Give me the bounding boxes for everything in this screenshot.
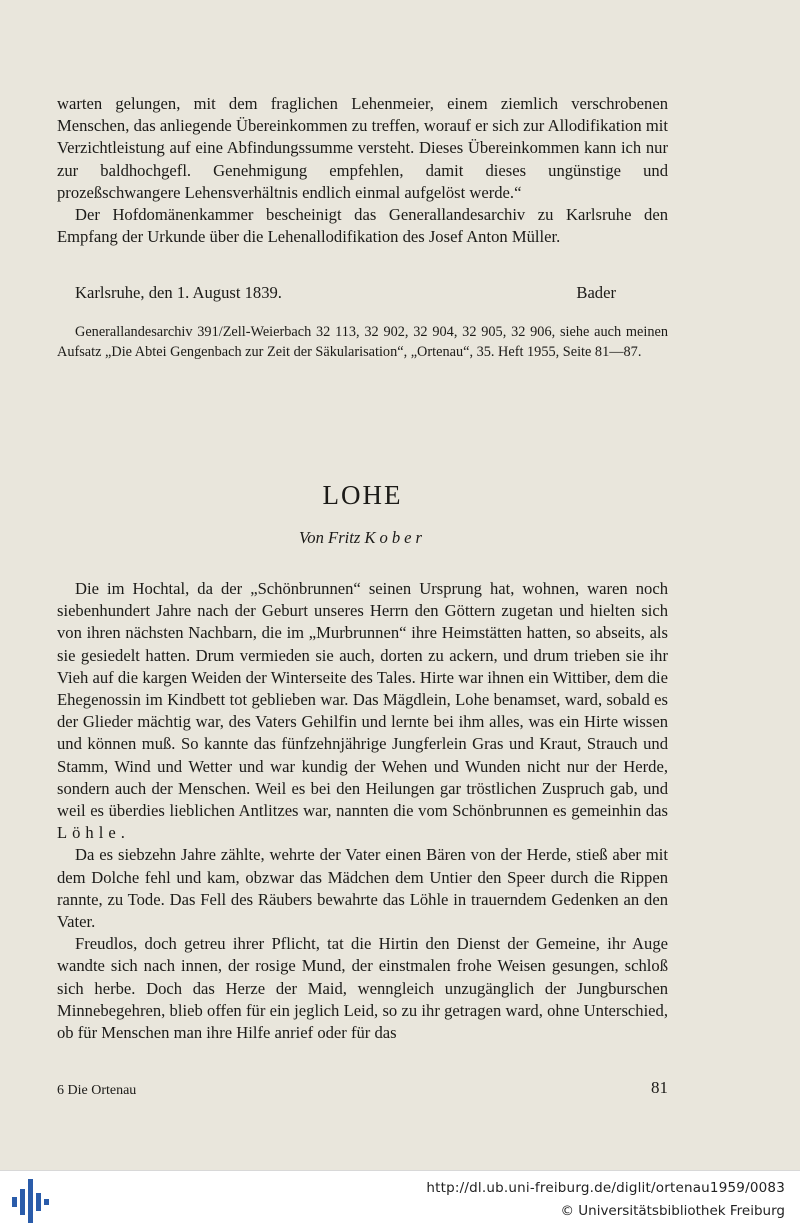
footnote: [57, 323, 668, 362]
name-spaced: Löhle: [57, 823, 121, 843]
library-bar: [0, 1170, 800, 1227]
article-byline: [0, 528, 725, 548]
copyright-text: © Universitätsbibliothek Freiburg: [560, 1203, 785, 1219]
article-body: [57, 578, 668, 1044]
top-text-block: [57, 93, 668, 248]
quote-paragraph: warten gelungen, mit dem fraglichen Lehenmeier, einem ziemlich verschrobenen Menschen, das anliegende Übereinkommen zu treffen, worauf er sich zur Allodifikation mit Verzichtleistung auf eine Abfindungssumme versteht. Dieses Übereinkommen kann ich nur zur baldhochgefl. Genehmigung empfehlen, damit dieses ungünstige und prozeßschwangere Lehensverhältnis endlich einmal aufgelöst werde.“: [57, 94, 668, 202]
article-paragraph-3: Freudlos, doch getreu ihrer Pflicht, tat die Hirtin den Dienst der Gemeine, ihr Auge wandte sich nach innen, der rosige Mund, der einstmalen frohe Weisen gesungen, schloß sich herbe. Doch das Herze der Maid, wenngleich unzugänglich der Jungburschen Minnebegehren, blieb offen für ein jeglich Leid, so zu ihr getragen ward, ohne Unterschied, ob für Menschen man ihre Hilfe anrief oder für das: [57, 934, 668, 1043]
ub-freiburg-logo-icon: [10, 1179, 50, 1223]
signature-place-date: Karlsruhe, den 1. August 1839.: [75, 283, 282, 302]
article-title: LOHE: [322, 480, 403, 510]
article-paragraph-1: [57, 578, 668, 844]
page-number: 81: [651, 1078, 668, 1097]
signature-name: Bader: [576, 283, 616, 302]
byline-prefix: Von Fritz: [299, 528, 361, 547]
byline-author: Kober: [364, 528, 426, 547]
signature-line: [75, 283, 616, 303]
journal-footer: 6 Die Ortenau: [57, 1083, 137, 1098]
paragraph-1-text: Die im Hochtal, da der „Schönbrunnen“ seinen Ursprung hat, wohnen, waren noch siebenhundert Jahre nach der Geburt unseres Herrn den Göttern zugetan und hielten sich von ihren nächsten Nachbarn, die im „Murbrunnen“ ihre Heimstätten hatten, so abseits, als sie gesiedelt hatten. Drum vermieden sie auch, dorten zu ackern, und drum trieben sie ihr Vieh auf die kargen Weiden der Winterseite des Tales. Hirte war ihnen ein Wittiber, dem die Ehegenossin im Kindbett tot geblieben war. Das Mägdlein, Lohe benamset, ward, sobald es der Glieder mächtig war, des Vaters Gehilfin und lernte bei ihm alles, was ein Hirte wissen und können muß. So kannte das fünfzehnjährige Jungferlein Gras und Kraut, Strauch und Stamm, Wind und Wetter und war kundig der Wehen und Wunden nicht nur der Herde, sondern auch der Menschen. Weil es bei den Heilungen gar tröstlichen Zuspruch gab, und weil es überdies lieblichen Antlitzes war, nannten die vom Schönbrunnen es gemeinhin das: [57, 579, 668, 821]
footnote-text: Generallandesarchiv 391/Zell-Weierbach 32 113, 32 902, 32 904, 32 905, 32 906, siehe auch meinen Aufsatz „Die Abtei Gengenbach zur Zeit der Säkularisation“, „Ortenau“, 35. Heft 1955, Seite 81—87.: [57, 324, 668, 360]
permalink-link[interactable]: http://dl.ub.uni-freiburg.de/diglit/ortenau1959/0083: [426, 1180, 785, 1196]
receipt-paragraph: Der Hofdomänenkammer bescheinigt das Generallandesarchiv zu Karlsruhe den Empfang der Urkunde über die Lehenallodifikation des Josef Anton Müller.: [57, 205, 668, 247]
paragraph-1-end: .: [120, 823, 125, 843]
article-paragraph-2: Da es siebzehn Jahre zählte, wehrte der Vater einen Bären von der Herde, stieß aber mit dem Dolche fehl und kam, obzwar das Mädchen dem Untier den Speer durch die Rippen rannte, zu Tode. Das Fell des Räubers bewahrte das Löhle in trauerndem Gedenken an den Vater.: [57, 845, 668, 932]
